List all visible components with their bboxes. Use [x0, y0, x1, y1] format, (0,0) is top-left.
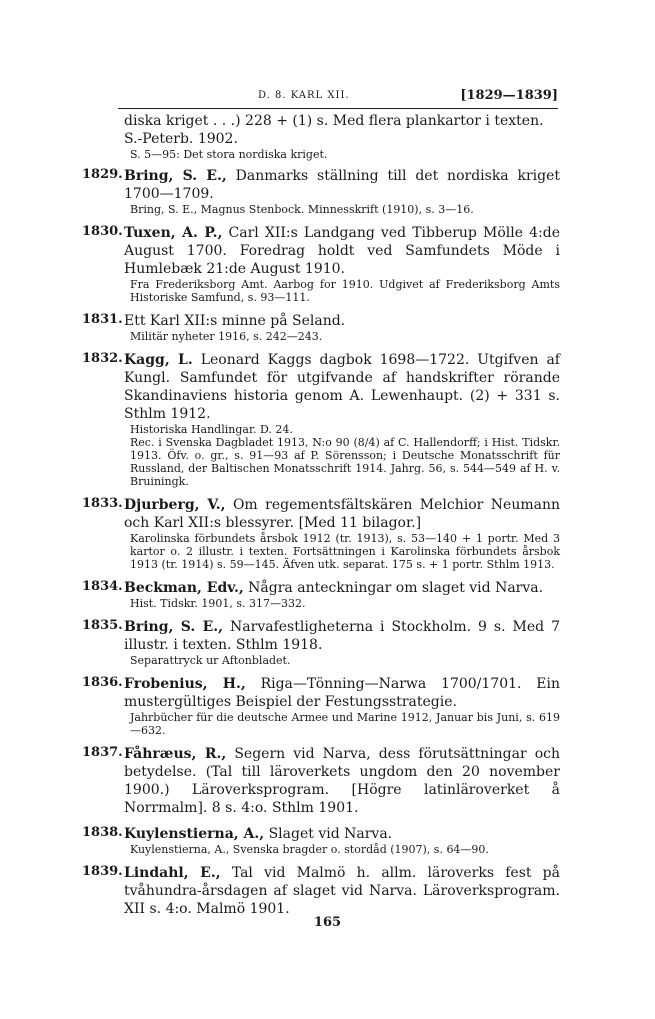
entry-1829: [82, 167, 560, 216]
entry-text: Narvafestligheterna i Stockholm. 9 s. Med 7 illustr. i texten. Sthlm 1918.: [124, 619, 560, 653]
entry-1835: [82, 618, 560, 667]
entry-number: 1837.: [82, 745, 123, 760]
entry-author: Kagg, L.: [124, 352, 193, 368]
continuation-note: S. 5—95: Det stora nordiska kriget.: [130, 148, 328, 161]
page-number: 165: [313, 915, 342, 930]
section-title: D. 8. KARL XII.: [258, 90, 350, 101]
entry-note: Fra Frederiksborg Amt. Aarbog for 1910. Udgivet af Frederiksborg Amts Historiske Samfund, s. 93—111.: [130, 278, 560, 304]
entry-1831: [82, 312, 560, 343]
entry-text: Riga—Tönning—Narwa 1700/1701. Ein mustergültiges Beispiel der Festungsstrategie.: [124, 676, 561, 710]
entry-range: [1829—1839]: [460, 88, 558, 103]
entry-note: Karolinska förbundets årsbok 1912 (tr. 1913), s. 53—140 + 1 portr. Med 3 kartor o. 2 illustr. i texten. Fortsättningen i Karolinska förbundets årsbok 1913 (tr. 1914) s. 59—145. Äfven utk. separat. 175 s. + 1 portr. Sthlm 1913.: [130, 532, 560, 571]
entry-note: Jahrbücher für die deutsche Armee und Marine 1912, Januar bis Juni, s. 619—632.: [130, 711, 560, 737]
entry-note: Separattryck ur Aftonbladet.: [130, 654, 291, 667]
entry-author: Bring, S. E.,: [124, 168, 227, 184]
entry-author: Bring, S. E.,: [124, 619, 224, 635]
entry-number: 1839.: [82, 864, 123, 879]
entry-1839: [82, 864, 560, 918]
continuation-text: diska kriget . . .) 228 + (1) s. Med flera plankartor i texten. S.-Peterb. 1902.: [124, 113, 544, 147]
entry-1837: [82, 745, 560, 817]
running-header: [118, 88, 558, 109]
entry-number: 1838.: [82, 825, 123, 840]
entry-number: 1829.: [82, 167, 123, 182]
entry-1834: [82, 579, 560, 610]
entry-text: Leonard Kaggs dagbok 1698—1722. Utgifven af Kungl. Samfundet för utgifvande af handskrifter rörande Skandinaviens historia genom A. Lewenhaupt. (2) + 331 s. Sthlm 1912.: [124, 352, 560, 422]
entry-author: Djurberg, V.,: [124, 497, 226, 513]
bibliography-list: [82, 112, 560, 926]
entry-number: 1832.: [82, 351, 123, 366]
entry-author: Lindahl, E.,: [124, 865, 221, 881]
entry-text: Ett Karl XII:s minne på Seland.: [124, 313, 346, 329]
entry-text: Carl XII:s Landgang ved Tibberup Mölle 4:de August 1700. Foredrag holdt ved Samfundets Möde i Humlebæk 21:de August 1910.: [124, 225, 560, 277]
entry-number: 1830.: [82, 224, 123, 239]
entry-author: Beckman, Edv.,: [124, 580, 244, 596]
entry-number: 1831.: [82, 312, 123, 327]
entry-note: Hist. Tidskr. 1901, s. 317—332.: [130, 597, 306, 610]
entry-author: Fåhræus, R.,: [124, 746, 227, 762]
entry-note: Historiska Handlingar. D. 24.: [130, 423, 293, 436]
entry-text: Danmarks ställning till det nordiska kriget 1700—1709.: [124, 168, 561, 202]
entry-number: 1836.: [82, 675, 123, 690]
entry-number: 1833.: [82, 496, 123, 511]
entry-text: Tal vid Malmö h. allm. läroverks fest på tvåhundra-årsdagen af slaget vid Narva. Läroverksprogram. XII s. 4:o. Malmö 1901.: [124, 865, 560, 917]
entry-1830: [82, 224, 560, 304]
entry-author: Frobenius, H.,: [124, 676, 246, 692]
entry-author: Kuylenstierna, A.,: [124, 826, 265, 842]
entry-text: Segern vid Narva, dess förutsättningar och betydelse. (Tal till läroverkets ungdom den 20 november 1900.) Läroverksprogram. [Högre latinläroverket å Norrmalm]. 8 s. 4:o. Sthlm 1901.: [124, 746, 560, 816]
entry-note: Kuylenstierna, A., Svenska bragder o. stordåd (1907), s. 64—90.: [130, 843, 489, 856]
entry-1836: [82, 675, 560, 737]
entry-note: Militär nyheter 1916, s. 242—243.: [130, 330, 323, 343]
entry-number: 1834.: [82, 579, 123, 594]
entry-text: Om regementsfältskären Melchior Neumann och Karl XII:s blessyrer. [Med 11 bilagor.]: [124, 497, 560, 531]
entry-number: 1835.: [82, 618, 123, 633]
entry-1832: [82, 351, 560, 488]
entry-note: Bring, S. E., Magnus Stenbock. Minnesskrift (1910), s. 3—16.: [130, 203, 474, 216]
entry-1838: [82, 825, 560, 856]
entry-text: Några anteckningar om slaget vid Narva.: [248, 580, 544, 596]
entry-note: Rec. i Svenska Dagbladet 1913, N:o 90 (8/4) af C. Hallendorff; i Hist. Tidskr. 1913. Öfv. o. gr., s. 91—93 af P. Sörensson; i Deutsche Monatsschrift für Russland, der Baltischen Monatsschrift 1914. Jahrg. 56, s. 544—549 af H. v. Bruiningk.: [130, 436, 560, 488]
entry-1833: [82, 496, 560, 571]
entry-author: Tuxen, A. P.,: [124, 225, 223, 241]
entry-text: Slaget vid Narva.: [268, 826, 393, 842]
